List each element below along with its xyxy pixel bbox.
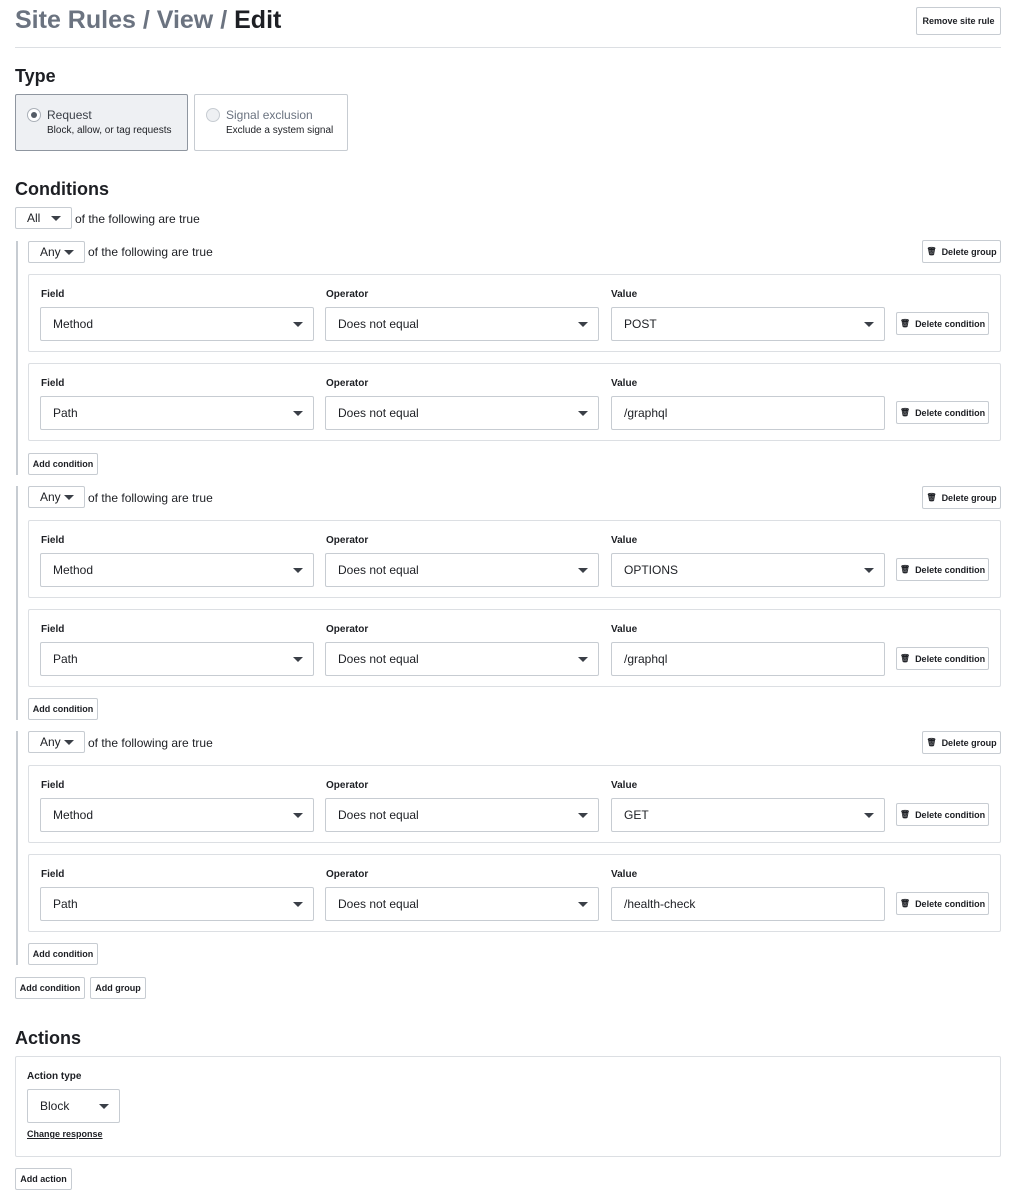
value-label: Value — [611, 535, 638, 546]
trash-icon: 🗑 — [899, 654, 911, 663]
group-match-select[interactable] — [28, 731, 85, 753]
group-match-select[interactable] — [28, 486, 85, 508]
conditions-match-select[interactable] — [15, 207, 72, 229]
condition-row — [28, 609, 1001, 687]
value-value: OPTIONS — [624, 563, 679, 577]
condition-row — [28, 363, 1001, 441]
value-label: Value — [611, 289, 638, 300]
type-option-title: Signal exclusion — [226, 108, 313, 122]
operator-value: Does not equal — [338, 808, 419, 822]
delete-condition-button[interactable] — [896, 558, 989, 581]
operator-select[interactable] — [325, 396, 599, 430]
delete-condition-button[interactable] — [896, 803, 989, 826]
action-type-label: Action type — [27, 1071, 82, 1082]
chevron-down-icon — [578, 813, 588, 818]
delete-condition-label: Delete condition — [915, 898, 986, 909]
chevron-down-icon — [578, 411, 588, 416]
chevron-down-icon — [864, 568, 874, 573]
operator-label: Operator — [326, 535, 369, 546]
value-label: Value — [611, 378, 638, 389]
value-label: Value — [611, 624, 638, 635]
group-following-text: of the following are true — [88, 245, 213, 259]
delete-condition-button[interactable] — [896, 892, 989, 915]
add-condition-button[interactable]: Add condition — [28, 943, 98, 965]
add-condition-button[interactable]: Add condition — [28, 453, 98, 475]
field-label: Field — [41, 780, 65, 791]
field-value: Method — [53, 317, 94, 331]
conditions-following-text: of the following are true — [75, 212, 200, 226]
operator-label: Operator — [326, 624, 369, 635]
field-select[interactable] — [40, 553, 314, 587]
operator-select[interactable] — [325, 553, 599, 587]
field-value: Method — [53, 563, 94, 577]
field-label: Field — [41, 289, 65, 300]
chevron-down-icon — [578, 902, 588, 907]
field-label: Field — [41, 378, 65, 389]
trash-icon: 🗑 — [899, 408, 911, 417]
radio-signal-exclusion[interactable] — [206, 108, 220, 122]
delete-group-label: Delete group — [941, 246, 997, 257]
delete-group-button[interactable] — [922, 486, 1001, 509]
type-heading: Type — [15, 66, 56, 86]
add-action-button[interactable]: Add action — [15, 1168, 72, 1190]
value-label: Value — [611, 869, 638, 880]
trash-icon: 🗑 — [899, 565, 911, 574]
group-indent-bar — [16, 241, 18, 475]
delete-condition-button[interactable] — [896, 401, 989, 424]
type-option-request[interactable] — [15, 94, 188, 151]
value-select[interactable] — [611, 307, 885, 341]
chevron-down-icon — [578, 657, 588, 662]
field-select[interactable] — [40, 798, 314, 832]
add-condition-button[interactable]: Add condition — [15, 977, 85, 999]
trash-icon: 🗑 — [926, 493, 937, 502]
trash-icon: 🗑 — [899, 319, 911, 328]
value-value: /health-check — [624, 897, 696, 911]
trash-icon: 🗑 — [899, 810, 911, 819]
type-option-desc: Block, allow, or tag requests — [47, 125, 172, 136]
value-label: Value — [611, 780, 638, 791]
field-value: Path — [53, 652, 78, 666]
field-value: Method — [53, 808, 94, 822]
breadcrumb-separator: / — [142, 6, 150, 34]
conditions-match-value: All — [27, 211, 41, 225]
operator-value: Does not equal — [338, 897, 419, 911]
type-option-signal-exclusion[interactable] — [194, 94, 348, 151]
operator-value: Does not equal — [338, 406, 419, 420]
group-indent-bar — [16, 731, 18, 965]
chevron-down-icon — [293, 657, 303, 662]
delete-group-label: Delete group — [941, 492, 997, 503]
operator-label: Operator — [326, 869, 369, 880]
delete-condition-label: Delete condition — [915, 809, 986, 820]
group-match-value: Any — [40, 490, 61, 504]
field-label: Field — [41, 535, 65, 546]
delete-condition-label: Delete condition — [915, 318, 986, 329]
action-type-value: Block — [40, 1099, 70, 1113]
operator-select[interactable] — [325, 307, 599, 341]
chevron-down-icon — [864, 813, 874, 818]
delete-group-button[interactable] — [922, 240, 1001, 263]
breadcrumb-site-rules[interactable]: Site Rules — [15, 6, 136, 34]
chevron-down-icon — [578, 322, 588, 327]
field-value: Path — [53, 897, 78, 911]
header-divider — [15, 47, 1001, 48]
page-title: Edit — [234, 6, 282, 34]
value-select[interactable] — [611, 553, 885, 587]
delete-condition-button[interactable] — [896, 312, 989, 335]
add-group-button[interactable]: Add group — [90, 977, 146, 999]
operator-label: Operator — [326, 378, 369, 389]
field-label: Field — [41, 869, 65, 880]
group-following-text: of the following are true — [88, 491, 213, 505]
trash-icon: 🗑 — [926, 738, 937, 747]
trash-icon: 🗑 — [899, 899, 911, 908]
chevron-down-icon — [293, 568, 303, 573]
delete-condition-label: Delete condition — [915, 564, 986, 575]
chevron-down-icon — [51, 216, 61, 221]
change-response-link[interactable]: Change response — [27, 1129, 103, 1139]
chevron-down-icon — [293, 322, 303, 327]
chevron-down-icon — [64, 495, 74, 500]
condition-row — [28, 520, 1001, 598]
breadcrumb-view[interactable]: View — [156, 6, 214, 34]
field-select[interactable] — [40, 642, 314, 676]
operator-label: Operator — [326, 780, 369, 791]
type-option-desc: Exclude a system signal — [226, 125, 334, 136]
type-option-title: Request — [47, 108, 92, 122]
field-value: Path — [53, 406, 78, 420]
value-select[interactable] — [611, 798, 885, 832]
group-match-value: Any — [40, 735, 61, 749]
operator-value: Does not equal — [338, 563, 419, 577]
value-input[interactable] — [611, 396, 885, 430]
breadcrumb-separator: / — [220, 6, 228, 34]
condition-row — [28, 765, 1001, 843]
actions-heading: Actions — [15, 1028, 82, 1048]
operator-select[interactable] — [325, 887, 599, 921]
action-type-select[interactable] — [27, 1089, 120, 1123]
field-select[interactable] — [40, 307, 314, 341]
value-value: /graphql — [624, 652, 668, 666]
field-select[interactable] — [40, 396, 314, 430]
condition-row — [28, 274, 1001, 352]
radio-request[interactable] — [27, 108, 41, 122]
chevron-down-icon — [64, 250, 74, 255]
group-match-value: Any — [40, 245, 61, 259]
value-input[interactable] — [611, 887, 885, 921]
group-following-text: of the following are true — [88, 736, 213, 750]
chevron-down-icon — [864, 322, 874, 327]
value-input[interactable] — [611, 642, 885, 676]
trash-icon: 🗑 — [926, 247, 937, 256]
condition-row — [28, 854, 1001, 932]
operator-select[interactable] — [325, 642, 599, 676]
group-match-select[interactable] — [28, 241, 85, 263]
value-value: POST — [624, 317, 657, 331]
conditions-heading: Conditions — [15, 179, 109, 199]
chevron-down-icon — [578, 568, 588, 573]
chevron-down-icon — [64, 740, 74, 745]
chevron-down-icon — [293, 411, 303, 416]
add-condition-button[interactable]: Add condition — [28, 698, 98, 720]
value-value: /graphql — [624, 406, 668, 420]
operator-label: Operator — [326, 289, 369, 300]
delete-condition-button[interactable] — [896, 647, 989, 670]
delete-group-label: Delete group — [941, 737, 997, 748]
field-label: Field — [41, 624, 65, 635]
delete-condition-label: Delete condition — [915, 407, 986, 418]
chevron-down-icon — [293, 813, 303, 818]
breadcrumb — [15, 6, 281, 35]
chevron-down-icon — [99, 1104, 109, 1109]
chevron-down-icon — [293, 902, 303, 907]
delete-group-button[interactable] — [922, 731, 1001, 754]
operator-value: Does not equal — [338, 652, 419, 666]
remove-site-rule-button[interactable]: Remove site rule — [916, 7, 1001, 35]
group-indent-bar — [16, 486, 18, 720]
value-value: GET — [624, 808, 649, 822]
field-select[interactable] — [40, 887, 314, 921]
delete-condition-label: Delete condition — [915, 653, 986, 664]
operator-select[interactable] — [325, 798, 599, 832]
action-row — [15, 1056, 1001, 1157]
operator-value: Does not equal — [338, 317, 419, 331]
